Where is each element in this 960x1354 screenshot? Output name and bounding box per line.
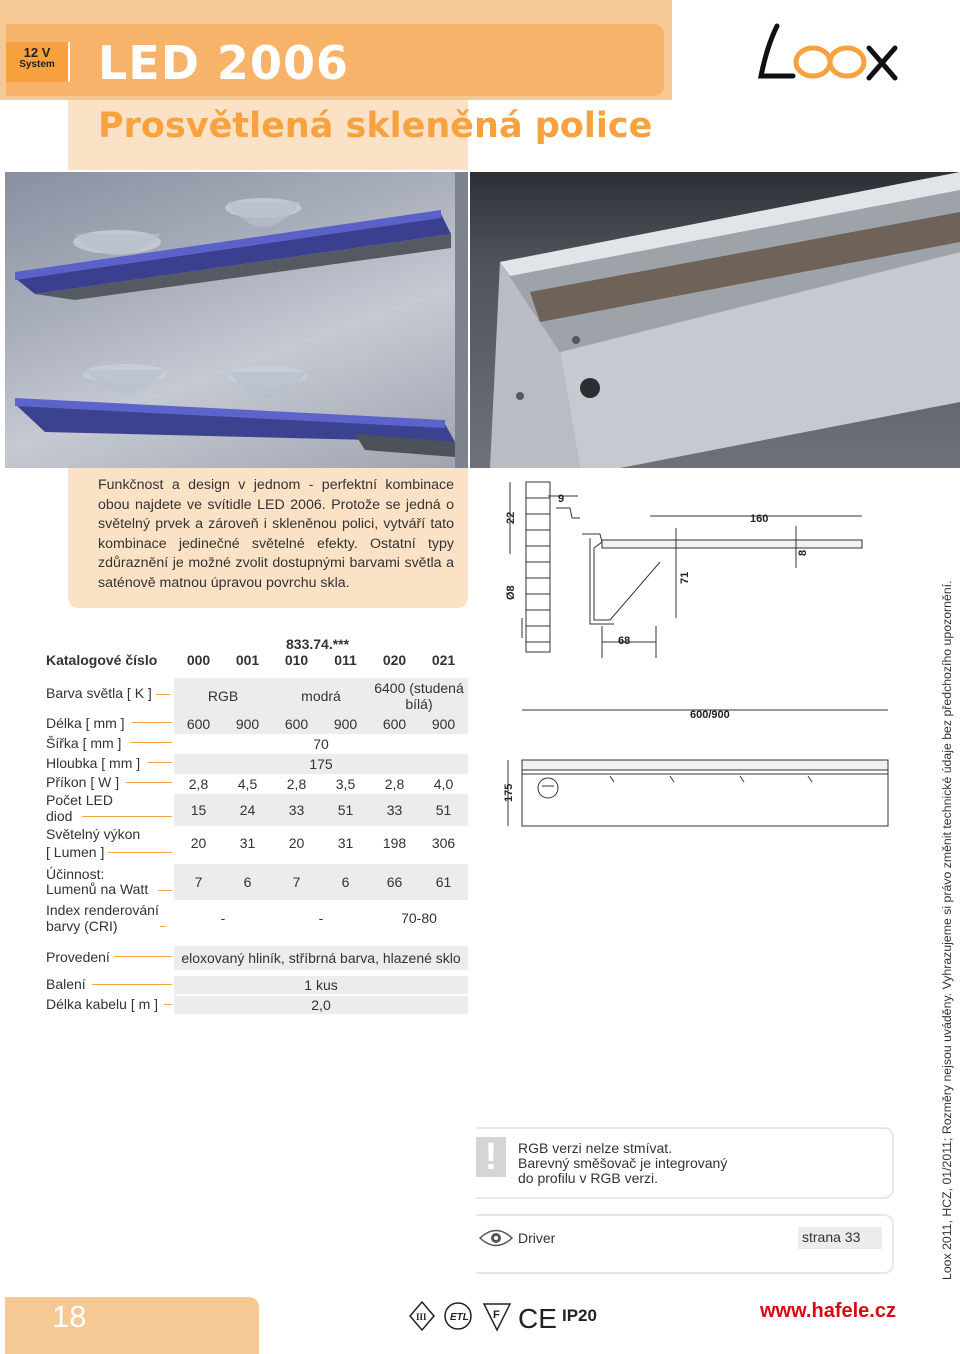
value-cell: 600 [186,716,211,732]
product-description: Funkčnost a design v jednom - perfektní kombinace obou najdete ve svítidle LED 2006. Protože se jedná o světelný prvek a zároveň i skleněnou polici, vytváří tato kombinace jedinečné světelné efekty. Ostatní typy zdůraznění je možné zvolit dostupnými barvami světla a saténově matnou úpravou povrchu skla. [98,477,454,591]
leader [158,890,172,891]
label-led-1: Počet LED [46,792,113,808]
row-packing [174,976,468,994]
value-cell: 6 [341,874,350,890]
page-number-band [5,1297,259,1354]
svg-text:CE: CE [518,1303,557,1334]
exclamation-icon: ! [476,1137,506,1177]
label-lumen-2: [ Lumen ] [46,844,105,860]
label-cri-1: Index renderování [46,902,159,918]
svg-text:F: F [493,1309,500,1321]
leader [82,816,172,817]
dimension-drawings [490,478,910,878]
value-cell: - [318,910,324,926]
label-power: Příkon [ W ] [46,774,120,790]
leader [130,742,172,743]
row-lumen [174,826,468,860]
value-cell: 306 [431,835,456,851]
label-width: Šířka [ mm ] [46,735,122,751]
dim-71: 71 [679,571,691,584]
label-lumen-1: Světelný výkon [46,826,141,842]
row-length [174,714,468,734]
value-cell: 6 [243,874,252,890]
label-color: Barva světla [ K ] [46,685,152,701]
value-cell: 2,8 [384,776,405,792]
loox-logo [755,18,905,88]
code-cell: 000 [186,652,211,668]
label-efficiency-1: Účinnost: [46,866,105,882]
value-cell: - [220,910,226,926]
value-cell: 24 [239,802,256,818]
value-blue: modrá [301,688,341,704]
value-cell: 20 [288,835,305,851]
dim-8: 8 [797,549,809,556]
row-depth [174,754,468,774]
value-cell: 600 [284,716,309,732]
row-power [174,774,468,794]
leader [126,782,172,783]
system-badge [6,42,70,82]
etl-icon [445,1303,471,1329]
page-subtitle: Prosvětlená skleněná police [98,106,653,146]
notice-line: RGB verzi nelze stmívat. [518,1140,673,1156]
value-cell: eloxovaný hliník, stříbrná barva, hlazené sklo [181,950,461,966]
label-length: Délka [ mm ] [46,715,125,731]
value-cell: 31 [239,835,256,851]
value-cell: 1 kus [304,977,338,993]
value-cell: 31 [337,835,354,851]
value-cell: 33 [288,802,305,818]
leader [92,984,172,985]
row-color [174,678,468,714]
driver-page-link[interactable]: strana 33 [798,1227,882,1249]
website-link[interactable]: www.hafele.cz [760,1300,896,1322]
label-depth: Hloubka [ mm ] [46,755,141,771]
value-cell: 900 [431,716,456,732]
label-packing: Balení [46,976,86,992]
leader [164,1004,172,1005]
value-cell: 51 [337,802,354,818]
value-cell: 2,0 [311,997,331,1013]
label-cri-2: barvy (CRI) [46,918,118,934]
dim-diameter-8: Ø8 [505,585,517,600]
value-cell: 198 [382,835,407,851]
value-cell: 15 [190,802,207,818]
value-cell: 51 [435,802,452,818]
label-led-2: diod [46,808,73,824]
value-cell: 61 [435,874,452,890]
value-cell: 20 [190,835,207,851]
catalog-number: 833.74.*** [286,636,350,652]
f-mark-icon [484,1304,510,1330]
value-white: 6400 (studená bílá) [374,680,464,712]
row-led [174,794,468,826]
code-cell: 010 [284,652,309,668]
value-cell: 33 [386,802,403,818]
system-voltage: 12 V [23,45,51,60]
dim-160: 160 [750,513,769,525]
value-cell: 600 [382,716,407,732]
leader [132,722,172,723]
label-cable: Délka kabelu [ m ] [46,996,159,1012]
ce-mark-icon [518,1303,557,1334]
value-cell: 66 [386,874,403,890]
svg-text:ETL: ETL [450,1312,469,1323]
row-width [174,734,468,754]
svg-text:III: III [416,1312,427,1322]
notice-text [518,1141,727,1186]
system-label: System [19,58,55,70]
value-cell: 900 [235,716,260,732]
page-number: 18 [52,1299,87,1334]
leader [114,956,172,957]
value-cell: 2,8 [188,776,209,792]
legal-sidenote: Loox 2011, HCZ, 01/2011; Rozměry nejsou uváděny. Vyhrazujeme si právo změnit technické údaje bez předchozího upozornění. [940,580,954,1280]
value-cell: 2,8 [286,776,307,792]
page-title: LED 2006 [98,36,349,90]
row-efficiency [174,864,468,900]
value-cell: 70 [313,736,329,752]
ip-rating: IP20 [562,1306,597,1325]
catalog-label: Katalogové číslo [46,652,158,668]
driver-label: Driver [518,1230,556,1246]
value-cell: 4,0 [433,776,454,792]
catalog-codes [174,652,468,674]
leader [108,852,172,853]
value-rgb: RGB [207,688,239,704]
value-cell: 7 [194,874,203,890]
label-efficiency-2: Lumenů na Watt [46,881,149,897]
leader [148,762,172,763]
value-cell: 4,5 [237,776,258,792]
value-cell: 70-80 [401,910,437,926]
code-cell: 021 [431,652,456,668]
leader [156,694,170,695]
code-cell: 011 [334,652,357,668]
row-finish [174,946,468,970]
eye-icon [478,1227,514,1249]
leader [160,926,166,927]
value-cell: 3,5 [335,776,356,792]
value-cell: 7 [292,874,301,890]
class-iii-icon [410,1302,434,1330]
code-cell: 001 [235,652,260,668]
value-cell: 175 [309,756,333,772]
row-cable [174,996,468,1014]
value-cell: 900 [333,716,358,732]
dim-68: 68 [618,635,631,647]
dim-22: 22 [505,511,517,524]
dim-175: 175 [503,783,515,802]
notice-line: do profilu v RGB verzi. [518,1170,659,1186]
notice-line: Barevný směšovač je integrovaný [518,1155,728,1171]
code-cell: 020 [382,652,407,668]
label-finish: Provedení [46,949,110,965]
dim-9: 9 [558,493,565,505]
shelf-photo [5,172,468,468]
dim-600-900: 600/900 [690,709,730,721]
profile-photo [470,172,960,468]
row-cri [174,900,468,936]
